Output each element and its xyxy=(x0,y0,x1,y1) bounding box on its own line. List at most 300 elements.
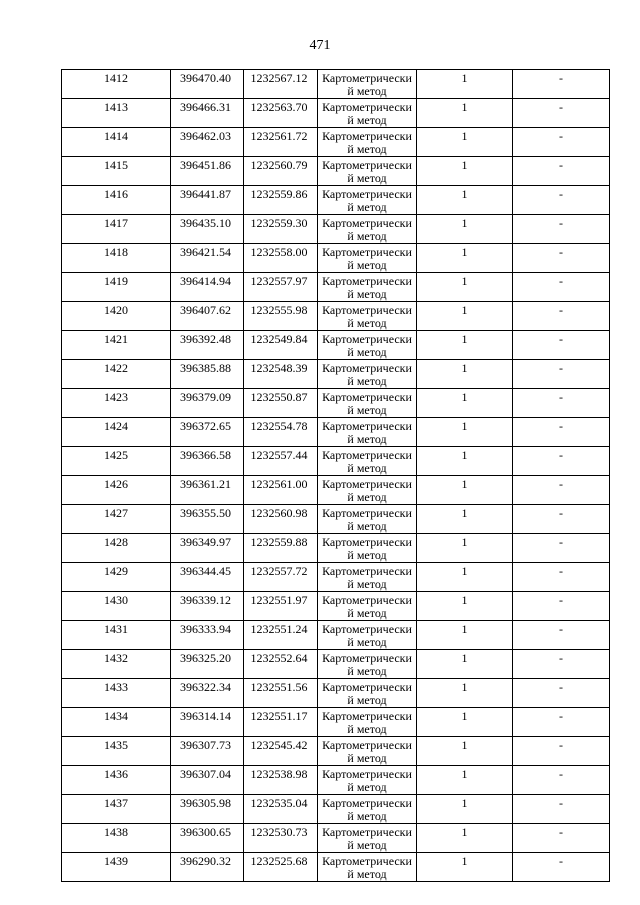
method-cell xyxy=(318,795,417,824)
x-coordinate-cell xyxy=(171,766,244,795)
method: Картометрический метод xyxy=(322,477,412,504)
table-row xyxy=(62,128,610,157)
method-cell xyxy=(318,505,417,534)
method: Картометрический метод xyxy=(322,448,412,475)
x-coordinate: 396441.87 xyxy=(180,187,231,201)
description: - xyxy=(559,245,563,259)
x-coordinate: 396314.14 xyxy=(180,709,231,723)
x-coordinate-cell xyxy=(171,679,244,708)
y-coordinate: 1232557.44 xyxy=(250,448,308,462)
page-number: 471 xyxy=(309,38,331,53)
method-cell xyxy=(318,766,417,795)
accuracy-cell xyxy=(417,563,513,592)
y-coordinate-cell xyxy=(244,679,318,708)
x-coordinate: 396322.34 xyxy=(180,680,231,694)
y-coordinate-cell xyxy=(244,563,318,592)
y-coordinate: 1232550.87 xyxy=(250,390,308,404)
accuracy: 1 xyxy=(461,361,468,375)
accuracy-cell xyxy=(417,505,513,534)
point-number: 1419 xyxy=(104,274,128,288)
y-coordinate: 1232548.39 xyxy=(250,361,308,375)
x-coordinate: 396339.12 xyxy=(180,593,231,607)
x-coordinate-cell xyxy=(171,476,244,505)
table-row xyxy=(62,476,610,505)
accuracy: 1 xyxy=(461,448,468,462)
method-cell xyxy=(318,331,417,360)
description-cell xyxy=(513,70,610,99)
accuracy-cell xyxy=(417,302,513,331)
method: Картометрический метод xyxy=(322,129,412,156)
point-number: 1427 xyxy=(104,506,128,520)
accuracy-cell xyxy=(417,737,513,766)
method-cell xyxy=(318,737,417,766)
y-coordinate-cell xyxy=(244,447,318,476)
x-coordinate: 396451.86 xyxy=(180,158,231,172)
accuracy-cell xyxy=(417,157,513,186)
accuracy: 1 xyxy=(461,796,468,810)
y-coordinate-cell xyxy=(244,331,318,360)
accuracy: 1 xyxy=(461,535,468,549)
coordinates-table-body xyxy=(62,70,610,882)
y-coordinate-cell xyxy=(244,273,318,302)
point-number: 1439 xyxy=(104,854,128,868)
x-coordinate-cell xyxy=(171,302,244,331)
description-cell xyxy=(513,244,610,273)
point-number-cell xyxy=(62,505,171,534)
accuracy-cell xyxy=(417,650,513,679)
description-cell xyxy=(513,389,610,418)
description: - xyxy=(559,129,563,143)
description-cell xyxy=(513,534,610,563)
method: Картометрический метод xyxy=(322,564,412,591)
x-coordinate: 396361.21 xyxy=(180,477,231,491)
description: - xyxy=(559,158,563,172)
method: Картометрический метод xyxy=(322,100,412,127)
description-cell xyxy=(513,99,610,128)
y-coordinate: 1232557.72 xyxy=(250,564,308,578)
description: - xyxy=(559,361,563,375)
accuracy-cell xyxy=(417,592,513,621)
point-number-cell xyxy=(62,215,171,244)
point-number: 1438 xyxy=(104,825,128,839)
accuracy: 1 xyxy=(461,564,468,578)
description: - xyxy=(559,593,563,607)
x-coordinate: 396392.48 xyxy=(180,332,231,346)
method-cell xyxy=(318,244,417,273)
accuracy: 1 xyxy=(461,419,468,433)
y-coordinate-cell xyxy=(244,795,318,824)
x-coordinate-cell xyxy=(171,592,244,621)
x-coordinate: 396421.54 xyxy=(180,245,231,259)
y-coordinate: 1232559.88 xyxy=(250,535,308,549)
y-coordinate: 1232560.79 xyxy=(250,158,308,172)
x-coordinate-cell xyxy=(171,389,244,418)
y-coordinate-cell xyxy=(244,621,318,650)
y-coordinate-cell xyxy=(244,128,318,157)
method-cell xyxy=(318,70,417,99)
x-coordinate: 396414.94 xyxy=(180,274,231,288)
accuracy: 1 xyxy=(461,622,468,636)
x-coordinate-cell xyxy=(171,505,244,534)
x-coordinate-cell xyxy=(171,853,244,882)
point-number: 1437 xyxy=(104,796,128,810)
point-number-cell xyxy=(62,244,171,273)
method: Картометрический метод xyxy=(322,506,412,533)
table-row xyxy=(62,418,610,447)
x-coordinate-cell xyxy=(171,273,244,302)
description: - xyxy=(559,622,563,636)
description: - xyxy=(559,651,563,665)
accuracy: 1 xyxy=(461,767,468,781)
method: Картометрический метод xyxy=(322,680,412,707)
method-cell xyxy=(318,621,417,650)
description-cell xyxy=(513,505,610,534)
point-number-cell xyxy=(62,360,171,389)
accuracy-cell xyxy=(417,447,513,476)
method-cell xyxy=(318,824,417,853)
y-coordinate-cell xyxy=(244,70,318,99)
description-cell xyxy=(513,360,610,389)
point-number-cell xyxy=(62,70,171,99)
x-coordinate-cell xyxy=(171,563,244,592)
method: Картометрический метод xyxy=(322,825,412,852)
x-coordinate-cell xyxy=(171,215,244,244)
table-row xyxy=(62,650,610,679)
method: Картометрический метод xyxy=(322,709,412,736)
x-coordinate: 396355.50 xyxy=(180,506,231,520)
table-row xyxy=(62,795,610,824)
point-number-cell xyxy=(62,737,171,766)
accuracy: 1 xyxy=(461,825,468,839)
description-cell xyxy=(513,273,610,302)
description-cell xyxy=(513,853,610,882)
y-coordinate-cell xyxy=(244,244,318,273)
y-coordinate-cell xyxy=(244,534,318,563)
description-cell xyxy=(513,795,610,824)
method: Картометрический метод xyxy=(322,390,412,417)
accuracy: 1 xyxy=(461,71,468,85)
x-coordinate: 396290.32 xyxy=(180,854,231,868)
description-cell xyxy=(513,708,610,737)
description-cell xyxy=(513,650,610,679)
point-number: 1434 xyxy=(104,709,128,723)
point-number: 1421 xyxy=(104,332,128,346)
x-coordinate-cell xyxy=(171,737,244,766)
accuracy: 1 xyxy=(461,100,468,114)
description-cell xyxy=(513,563,610,592)
accuracy-cell xyxy=(417,360,513,389)
y-coordinate-cell xyxy=(244,853,318,882)
method: Картометрический метод xyxy=(322,651,412,678)
method-cell xyxy=(318,708,417,737)
accuracy: 1 xyxy=(461,187,468,201)
accuracy: 1 xyxy=(461,129,468,143)
point-number-cell xyxy=(62,186,171,215)
y-coordinate-cell xyxy=(244,708,318,737)
description: - xyxy=(559,332,563,346)
table-row xyxy=(62,186,610,215)
y-coordinate-cell xyxy=(244,389,318,418)
y-coordinate-cell xyxy=(244,592,318,621)
table-row xyxy=(62,563,610,592)
x-coordinate-cell xyxy=(171,360,244,389)
y-coordinate: 1232549.84 xyxy=(250,332,308,346)
point-number-cell xyxy=(62,795,171,824)
description: - xyxy=(559,738,563,752)
description-cell xyxy=(513,621,610,650)
point-number-cell xyxy=(62,273,171,302)
description: - xyxy=(559,767,563,781)
x-coordinate: 396372.65 xyxy=(180,419,231,433)
point-number-cell xyxy=(62,99,171,128)
description-cell xyxy=(513,447,610,476)
point-number: 1423 xyxy=(104,390,128,404)
description: - xyxy=(559,71,563,85)
point-number-cell xyxy=(62,563,171,592)
method: Картометрический метод xyxy=(322,274,412,301)
method: Картометрический метод xyxy=(322,303,412,330)
method: Картометрический метод xyxy=(322,245,412,272)
accuracy-cell xyxy=(417,824,513,853)
point-number: 1425 xyxy=(104,448,128,462)
point-number-cell xyxy=(62,128,171,157)
point-number-cell xyxy=(62,853,171,882)
method: Картометрический метод xyxy=(322,854,412,881)
accuracy: 1 xyxy=(461,245,468,259)
y-coordinate: 1232552.64 xyxy=(250,651,308,665)
x-coordinate-cell xyxy=(171,708,244,737)
x-coordinate: 396300.65 xyxy=(180,825,231,839)
description: - xyxy=(559,535,563,549)
description: - xyxy=(559,100,563,114)
accuracy-cell xyxy=(417,128,513,157)
description: - xyxy=(559,187,563,201)
x-coordinate-cell xyxy=(171,418,244,447)
x-coordinate: 396462.03 xyxy=(180,129,231,143)
point-number: 1418 xyxy=(104,245,128,259)
point-number-cell xyxy=(62,650,171,679)
accuracy-cell xyxy=(417,186,513,215)
y-coordinate: 1232554.78 xyxy=(250,419,308,433)
description: - xyxy=(559,680,563,694)
y-coordinate: 1232555.98 xyxy=(250,303,308,317)
accuracy-cell xyxy=(417,476,513,505)
method-cell xyxy=(318,418,417,447)
accuracy: 1 xyxy=(461,303,468,317)
x-coordinate: 396407.62 xyxy=(180,303,231,317)
method-cell xyxy=(318,476,417,505)
y-coordinate: 1232535.04 xyxy=(250,796,308,810)
x-coordinate-cell xyxy=(171,534,244,563)
y-coordinate: 1232545.42 xyxy=(250,738,308,752)
accuracy-cell xyxy=(417,215,513,244)
description: - xyxy=(559,448,563,462)
x-coordinate: 396305.98 xyxy=(180,796,231,810)
table-row xyxy=(62,447,610,476)
point-number: 1420 xyxy=(104,303,128,317)
x-coordinate-cell xyxy=(171,824,244,853)
description: - xyxy=(559,274,563,288)
x-coordinate-cell xyxy=(171,650,244,679)
y-coordinate-cell xyxy=(244,360,318,389)
y-coordinate: 1232559.86 xyxy=(250,187,308,201)
accuracy: 1 xyxy=(461,390,468,404)
description: - xyxy=(559,709,563,723)
accuracy: 1 xyxy=(461,216,468,230)
method: Картометрический метод xyxy=(322,158,412,185)
method: Картометрический метод xyxy=(322,216,412,243)
accuracy: 1 xyxy=(461,738,468,752)
y-coordinate: 1232551.97 xyxy=(250,593,308,607)
accuracy-cell xyxy=(417,331,513,360)
point-number: 1422 xyxy=(104,361,128,375)
description: - xyxy=(559,825,563,839)
description-cell xyxy=(513,476,610,505)
y-coordinate-cell xyxy=(244,766,318,795)
y-coordinate-cell xyxy=(244,824,318,853)
method: Картометрический метод xyxy=(322,419,412,446)
method-cell xyxy=(318,360,417,389)
accuracy-cell xyxy=(417,389,513,418)
accuracy-cell xyxy=(417,273,513,302)
x-coordinate: 396366.58 xyxy=(180,448,231,462)
accuracy: 1 xyxy=(461,854,468,868)
y-coordinate: 1232538.98 xyxy=(250,767,308,781)
method: Картометрический метод xyxy=(322,796,412,823)
method-cell xyxy=(318,99,417,128)
point-number: 1414 xyxy=(104,129,128,143)
point-number: 1436 xyxy=(104,767,128,781)
y-coordinate-cell xyxy=(244,505,318,534)
y-coordinate: 1232558.00 xyxy=(250,245,308,259)
y-coordinate-cell xyxy=(244,476,318,505)
accuracy-cell xyxy=(417,621,513,650)
table-row xyxy=(62,99,610,128)
accuracy-cell xyxy=(417,708,513,737)
accuracy-cell xyxy=(417,853,513,882)
point-number-cell xyxy=(62,331,171,360)
method-cell xyxy=(318,128,417,157)
accuracy-cell xyxy=(417,99,513,128)
x-coordinate: 396435.10 xyxy=(180,216,231,230)
description: - xyxy=(559,796,563,810)
y-coordinate-cell xyxy=(244,418,318,447)
y-coordinate: 1232551.56 xyxy=(250,680,308,694)
x-coordinate-cell xyxy=(171,621,244,650)
point-number-cell xyxy=(62,534,171,563)
table-row xyxy=(62,389,610,418)
point-number-cell xyxy=(62,389,171,418)
table-row xyxy=(62,853,610,882)
method-cell xyxy=(318,447,417,476)
method-cell xyxy=(318,679,417,708)
accuracy: 1 xyxy=(461,680,468,694)
description-cell xyxy=(513,215,610,244)
description: - xyxy=(559,564,563,578)
description: - xyxy=(559,854,563,868)
accuracy: 1 xyxy=(461,158,468,172)
point-number: 1429 xyxy=(104,564,128,578)
x-coordinate-cell xyxy=(171,447,244,476)
table-row xyxy=(62,331,610,360)
x-coordinate: 396333.94 xyxy=(180,622,231,636)
accuracy: 1 xyxy=(461,506,468,520)
coordinates-table xyxy=(61,69,610,882)
method: Картометрический метод xyxy=(322,767,412,794)
point-number: 1413 xyxy=(104,100,128,114)
description-cell xyxy=(513,824,610,853)
y-coordinate-cell xyxy=(244,302,318,331)
x-coordinate-cell xyxy=(171,157,244,186)
method: Картометрический метод xyxy=(322,71,412,98)
description-cell xyxy=(513,331,610,360)
method-cell xyxy=(318,157,417,186)
description-cell xyxy=(513,592,610,621)
method: Картометрический метод xyxy=(322,535,412,562)
description: - xyxy=(559,419,563,433)
point-number: 1435 xyxy=(104,738,128,752)
description-cell xyxy=(513,128,610,157)
point-number-cell xyxy=(62,302,171,331)
point-number-cell xyxy=(62,157,171,186)
point-number: 1431 xyxy=(104,622,128,636)
y-coordinate: 1232530.73 xyxy=(250,825,308,839)
table-row xyxy=(62,708,610,737)
table-row xyxy=(62,621,610,650)
description-cell xyxy=(513,302,610,331)
x-coordinate: 396307.73 xyxy=(180,738,231,752)
accuracy-cell xyxy=(417,795,513,824)
point-number: 1416 xyxy=(104,187,128,201)
point-number-cell xyxy=(62,621,171,650)
description-cell xyxy=(513,737,610,766)
method: Картометрический метод xyxy=(322,738,412,765)
method-cell xyxy=(318,186,417,215)
accuracy-cell xyxy=(417,679,513,708)
point-number: 1417 xyxy=(104,216,128,230)
accuracy-cell xyxy=(417,534,513,563)
y-coordinate: 1232561.00 xyxy=(250,477,308,491)
accuracy: 1 xyxy=(461,274,468,288)
description-cell xyxy=(513,157,610,186)
description: - xyxy=(559,216,563,230)
table-row xyxy=(62,157,610,186)
description: - xyxy=(559,477,563,491)
point-number: 1432 xyxy=(104,651,128,665)
description-cell xyxy=(513,186,610,215)
accuracy-cell xyxy=(417,70,513,99)
table-row xyxy=(62,70,610,99)
table-row xyxy=(62,679,610,708)
method-cell xyxy=(318,215,417,244)
point-number-cell xyxy=(62,592,171,621)
y-coordinate: 1232561.72 xyxy=(250,129,308,143)
x-coordinate: 396470.40 xyxy=(180,71,231,85)
x-coordinate-cell xyxy=(171,331,244,360)
method-cell xyxy=(318,273,417,302)
x-coordinate: 396466.31 xyxy=(180,100,231,114)
y-coordinate: 1232567.12 xyxy=(250,71,308,85)
table-row xyxy=(62,592,610,621)
y-coordinate: 1232557.97 xyxy=(250,274,308,288)
y-coordinate: 1232563.70 xyxy=(250,100,308,114)
method-cell xyxy=(318,853,417,882)
method-cell xyxy=(318,302,417,331)
method: Картометрический метод xyxy=(322,187,412,214)
table-row xyxy=(62,244,610,273)
accuracy-cell xyxy=(417,418,513,447)
x-coordinate-cell xyxy=(171,186,244,215)
